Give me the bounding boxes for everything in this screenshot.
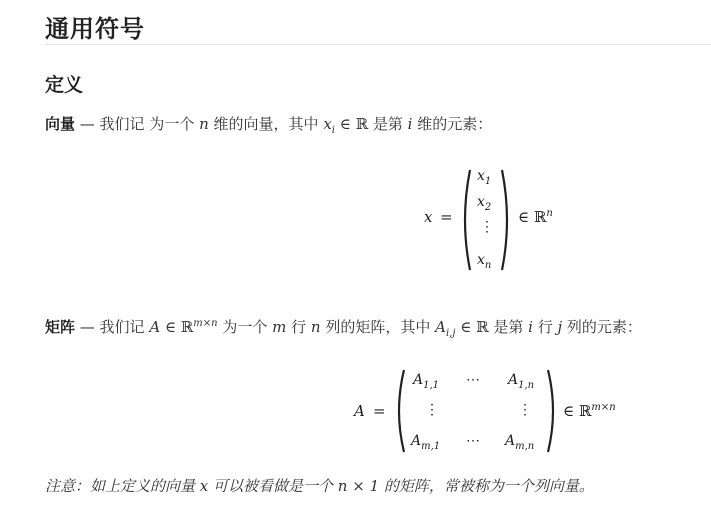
matrix-equals-sign: = (373, 402, 386, 420)
cell-a1n: $A_{1,n}$ (508, 372, 535, 391)
xi-symbol: $x_i$ (323, 115, 335, 136)
page-title: 通用符号 (45, 15, 145, 43)
cell-a11: $A_{1,1}$ (413, 372, 440, 391)
vector-lhs: x (424, 208, 433, 226)
vector-entry-2: $x_2$ (477, 194, 492, 213)
cell-vdots-right: ⋮ (518, 402, 532, 418)
vector-vdots: ⋮ (480, 219, 494, 235)
matrix-definition: 矩阵 — 我们记 A ∈ ℝ$^{m\times n}$ 为一个 m 行 n 列的矩阵，其中 $A_{i,j}$ ∈ ℝ 是第 i 行 j 列的元素： (45, 318, 642, 339)
cell-am1: $A_{m,1}$ (411, 433, 441, 452)
title-divider (45, 44, 711, 45)
note-paragraph: 注意：如上定义的向量 x 可以被看做是一个 n × 1 的矩阵，常被称为一个列向量。 (45, 477, 594, 495)
matrix-lhs: A (354, 402, 365, 420)
cell-amn: $A_{m,n}$ (505, 433, 535, 452)
matrix-term: 矩阵 (45, 318, 76, 336)
vector-definition: 向量 — 我们记 为一个 n 维的向量，其中 $x_i$ ∈ ℝ 是第 i 维的元素： (45, 115, 493, 136)
cell-hdots-bottom: ⋯ (466, 433, 480, 449)
section-heading: 定义 (45, 74, 84, 96)
vector-set: ∈ ℝ$^n$ (518, 208, 553, 226)
equals-sign: = (440, 208, 453, 226)
vector-entry-n: $x_n$ (477, 252, 492, 271)
vector-entry-1: $x_1$ (477, 168, 492, 187)
matrix-set: ∈ ℝ$^{m\times n}$ (563, 402, 616, 420)
cell-vdots-left: ⋮ (425, 402, 439, 418)
vector-term: 向量 (45, 115, 76, 133)
aij-symbol: $A_{i,j}$ (435, 318, 456, 339)
cell-hdots-top: ⋯ (466, 372, 480, 388)
